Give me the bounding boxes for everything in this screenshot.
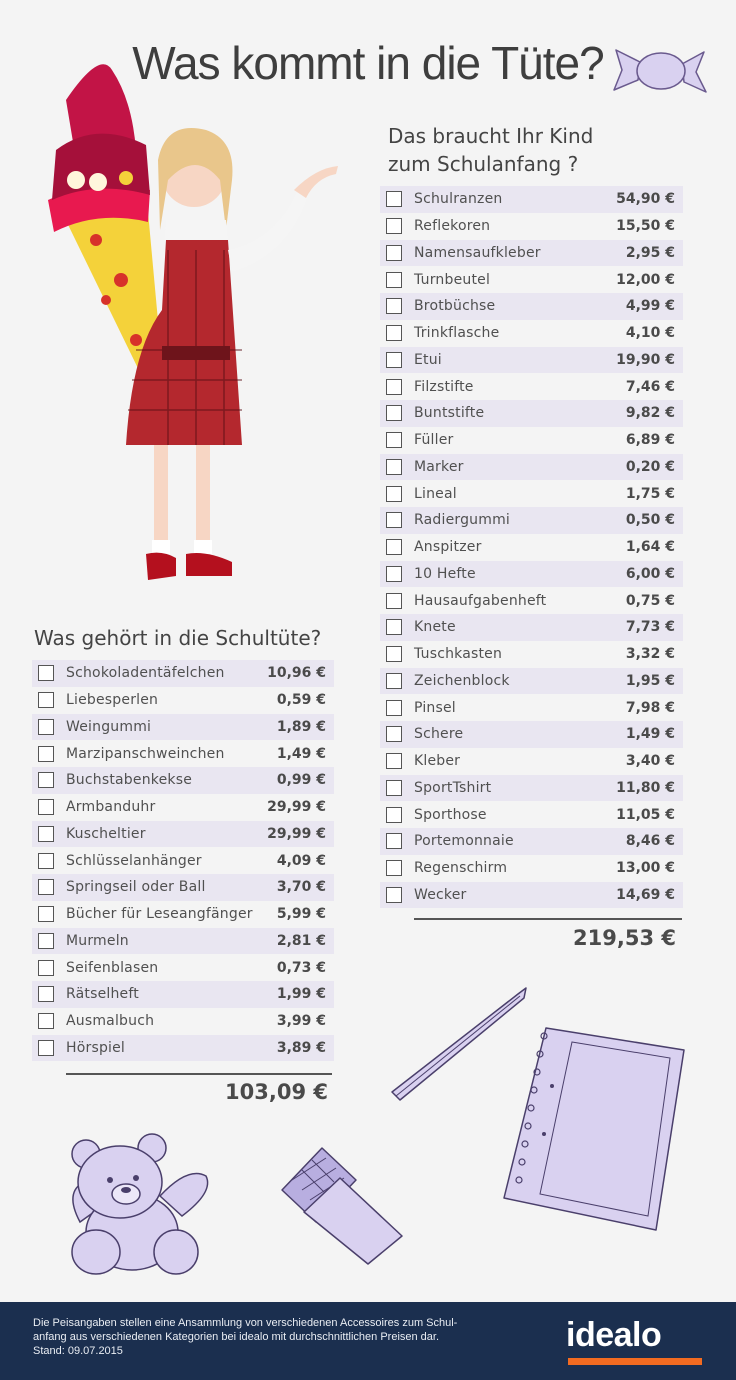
school-start-item-row (380, 240, 683, 267)
checkbox[interactable] (386, 780, 402, 796)
item-price: 13,00 € (616, 860, 675, 877)
item-name: Reflekoren (414, 218, 491, 235)
item-name: Schere (414, 726, 464, 743)
item-name: Turnbeutel (414, 271, 491, 288)
school-cone-item-row (32, 981, 334, 1008)
item-price: 54,90 € (616, 191, 675, 208)
school-cone-item-row (32, 660, 334, 687)
item-name: Schokoladentäfelchen (66, 665, 225, 682)
idealo-logo[interactable]: idealo (566, 1316, 662, 1354)
item-price: 0,75 € (625, 592, 675, 609)
school-start-item-row (380, 748, 683, 775)
notebook-icon (500, 1024, 690, 1234)
school-cone-item-row (32, 954, 334, 981)
right-section-title (388, 122, 688, 178)
item-price: 0,73 € (276, 959, 326, 976)
right-total-divider (414, 918, 682, 920)
item-price: 11,05 € (616, 806, 675, 823)
item-price: 7,98 € (625, 699, 675, 716)
checkbox[interactable] (38, 933, 54, 949)
school-cone-item-row (32, 740, 334, 767)
checkbox[interactable] (386, 432, 402, 448)
checkbox[interactable] (386, 566, 402, 582)
footnote-line1: Die Peisangaben stellen eine Ansammlung von verschiedenen Accessoires zum Schul- (33, 1317, 458, 1329)
school-start-item-row (380, 721, 683, 748)
checkbox[interactable] (386, 833, 402, 849)
item-price: 4,09 € (276, 852, 326, 869)
checkbox[interactable] (386, 191, 402, 207)
item-price: 1,49 € (625, 726, 675, 743)
footnote (33, 1316, 523, 1358)
idealo-logo-bar (568, 1358, 702, 1365)
checkbox[interactable] (386, 218, 402, 234)
checkbox[interactable] (38, 692, 54, 708)
school-cone-checklist (32, 660, 334, 1061)
school-start-checklist (380, 186, 683, 908)
item-price: 2,95 € (625, 244, 675, 261)
item-price: 0,99 € (276, 772, 326, 789)
checkbox[interactable] (386, 753, 402, 769)
page-title: Was kommt in die Tüte? (132, 37, 604, 89)
item-name: Buntstifte (414, 405, 485, 422)
item-name: Ausmalbuch (66, 1013, 155, 1030)
item-price: 8,46 € (625, 833, 675, 850)
school-cone-item-row (32, 821, 334, 848)
item-price: 11,80 € (616, 779, 675, 796)
item-name: Springseil oder Ball (66, 879, 206, 896)
school-start-item-row (380, 373, 683, 400)
school-cone-item-row (32, 1008, 334, 1035)
item-name: Hausaufgabenheft (414, 592, 547, 609)
right-total: 219,53 € (573, 926, 676, 950)
school-start-item-row (380, 427, 683, 454)
item-price: 10,96 € (267, 665, 326, 682)
item-name: Namensaufkleber (414, 244, 541, 261)
right-section-title-line1: Das braucht Ihr Kind (388, 124, 594, 148)
item-price: 3,32 € (625, 646, 675, 663)
school-start-item-row (380, 694, 683, 721)
school-start-item-row (380, 213, 683, 240)
item-name: Liebesperlen (66, 692, 159, 709)
item-price: 29,99 € (267, 799, 326, 816)
item-name: Schlüsselanhänger (66, 852, 202, 869)
item-price: 29,99 € (267, 825, 326, 842)
checkbox[interactable] (386, 459, 402, 475)
item-name: Seifenblasen (66, 959, 159, 976)
school-start-item-row (380, 534, 683, 561)
school-cone-item-row (32, 1035, 334, 1062)
item-name: Füller (414, 432, 454, 449)
item-price: 3,99 € (276, 1013, 326, 1030)
item-price: 3,89 € (276, 1039, 326, 1056)
checkbox[interactable] (386, 512, 402, 528)
item-price: 5,99 € (276, 906, 326, 923)
checkbox[interactable] (386, 860, 402, 876)
checkbox[interactable] (386, 539, 402, 555)
checkbox[interactable] (386, 646, 402, 662)
school-start-item-row (380, 614, 683, 641)
item-price: 2,81 € (276, 932, 326, 949)
item-name: Portemonnaie (414, 833, 514, 850)
chocolate-bar-icon (280, 1140, 406, 1266)
checkbox[interactable] (386, 272, 402, 288)
item-name: Schulranzen (414, 191, 503, 208)
footnote-line3: Stand: 09.07.2015 (33, 1345, 123, 1357)
checkbox[interactable] (38, 665, 54, 681)
school-cone-item-row (32, 874, 334, 901)
item-name: Hörspiel (66, 1039, 126, 1056)
footer (0, 1302, 736, 1380)
right-section-title-line2: zum Schulanfang ? (388, 152, 579, 176)
school-cone-item-row (32, 794, 334, 821)
school-start-item-row (380, 186, 683, 213)
item-price: 0,59 € (276, 692, 326, 709)
item-price: 9,82 € (625, 405, 675, 422)
school-start-item-row (380, 828, 683, 855)
checkbox[interactable] (38, 906, 54, 922)
item-price: 3,70 € (276, 879, 326, 896)
item-name: Brotbüchse (414, 298, 496, 315)
checkbox[interactable] (38, 799, 54, 815)
checkbox[interactable] (386, 298, 402, 314)
item-price: 1,49 € (276, 745, 326, 762)
item-name: Bücher für Leseangfänger (66, 906, 253, 923)
checkbox[interactable] (386, 619, 402, 635)
item-name: Radiergummi (414, 512, 511, 529)
school-cone-item-row (32, 847, 334, 874)
checkbox[interactable] (386, 887, 402, 903)
item-name: Regenschirm (414, 860, 508, 877)
school-start-item-row (380, 507, 683, 534)
checkbox[interactable] (386, 352, 402, 368)
checkbox[interactable] (38, 960, 54, 976)
item-name: Marker (414, 458, 464, 475)
item-name: Wecker (414, 886, 467, 903)
item-price: 19,90 € (616, 351, 675, 368)
checkbox[interactable] (386, 807, 402, 823)
school-start-item-row (380, 668, 683, 695)
school-start-item-row (380, 561, 683, 588)
item-name: SportTshirt (414, 779, 492, 796)
item-name: Zeichenblock (414, 672, 510, 689)
item-price: 1,89 € (276, 718, 326, 735)
item-price: 7,46 € (625, 378, 675, 395)
item-name: Kuscheltier (66, 825, 146, 842)
checkbox[interactable] (386, 379, 402, 395)
item-price: 1,99 € (276, 986, 326, 1003)
checkbox[interactable] (38, 719, 54, 735)
item-price: 14,69 € (616, 886, 675, 903)
item-price: 4,10 € (625, 325, 675, 342)
item-name: Armbanduhr (66, 799, 156, 816)
school-start-item-row (380, 293, 683, 320)
school-start-item-row (380, 882, 683, 909)
item-price: 6,00 € (625, 565, 675, 582)
school-start-item-row (380, 775, 683, 802)
checkbox[interactable] (38, 826, 54, 842)
item-name: Lineal (414, 485, 457, 502)
checkbox[interactable] (38, 1040, 54, 1056)
item-price: 0,50 € (625, 512, 675, 529)
item-name: Pinsel (414, 699, 456, 716)
left-section-title: Was gehört in die Schultüte? (34, 626, 322, 650)
checkbox[interactable] (386, 486, 402, 502)
item-name: Kleber (414, 753, 461, 770)
checkbox[interactable] (386, 245, 402, 261)
item-price: 0,20 € (625, 458, 675, 475)
checkbox[interactable] (386, 325, 402, 341)
school-start-item-row (380, 266, 683, 293)
item-name: Murmeln (66, 932, 129, 949)
left-total-divider (66, 1073, 332, 1075)
checkbox[interactable] (38, 879, 54, 895)
item-name: 10 Hefte (414, 565, 476, 582)
candy-icon (612, 42, 708, 98)
school-cone-item-row (32, 767, 334, 794)
left-total: 103,09 € (225, 1080, 328, 1104)
girl-with-school-cone-image (36, 50, 346, 590)
item-price: 1,95 € (625, 672, 675, 689)
school-start-item-row (380, 320, 683, 347)
checkbox[interactable] (386, 673, 402, 689)
checkbox[interactable] (38, 746, 54, 762)
item-price: 4,99 € (625, 298, 675, 315)
school-cone-item-row (32, 901, 334, 928)
checkbox[interactable] (386, 700, 402, 716)
school-start-item-row (380, 480, 683, 507)
item-name: Trinkflasche (414, 325, 500, 342)
item-price: 1,64 € (625, 539, 675, 556)
item-name: Knete (414, 619, 456, 636)
school-cone-item-row (32, 687, 334, 714)
item-price: 7,73 € (625, 619, 675, 636)
school-start-item-row (380, 855, 683, 882)
school-cone-item-row (32, 714, 334, 741)
checkbox[interactable] (38, 1013, 54, 1029)
item-name: Etui (414, 351, 442, 368)
school-start-item-row (380, 641, 683, 668)
item-price: 1,75 € (625, 485, 675, 502)
item-name: Buchstabenkekse (66, 772, 193, 789)
school-start-item-row (380, 400, 683, 427)
checkbox[interactable] (38, 772, 54, 788)
item-name: Marzipanschweinchen (66, 745, 225, 762)
item-name: Sporthose (414, 806, 487, 823)
item-price: 6,89 € (625, 432, 675, 449)
checkbox[interactable] (38, 853, 54, 869)
item-price: 15,50 € (616, 218, 675, 235)
item-name: Filzstifte (414, 378, 474, 395)
item-name: Anspitzer (414, 539, 482, 556)
teddy-bear-icon (64, 1132, 216, 1278)
school-cone-item-row (32, 928, 334, 955)
checkbox[interactable] (386, 405, 402, 421)
checkbox[interactable] (38, 986, 54, 1002)
checkbox[interactable] (386, 726, 402, 742)
school-start-item-row (380, 801, 683, 828)
school-start-item-row (380, 347, 683, 374)
item-name: Weingummi (66, 718, 152, 735)
item-price: 12,00 € (616, 271, 675, 288)
footnote-line2: anfang aus verschiedenen Kategorien bei idealo mit durchschnittlichen Preisen dar. (33, 1331, 440, 1343)
item-price: 3,40 € (625, 753, 675, 770)
school-start-item-row (380, 587, 683, 614)
item-name: Tuschkasten (414, 646, 503, 663)
checkbox[interactable] (386, 593, 402, 609)
school-start-item-row (380, 454, 683, 481)
item-name: Rätselheft (66, 986, 139, 1003)
